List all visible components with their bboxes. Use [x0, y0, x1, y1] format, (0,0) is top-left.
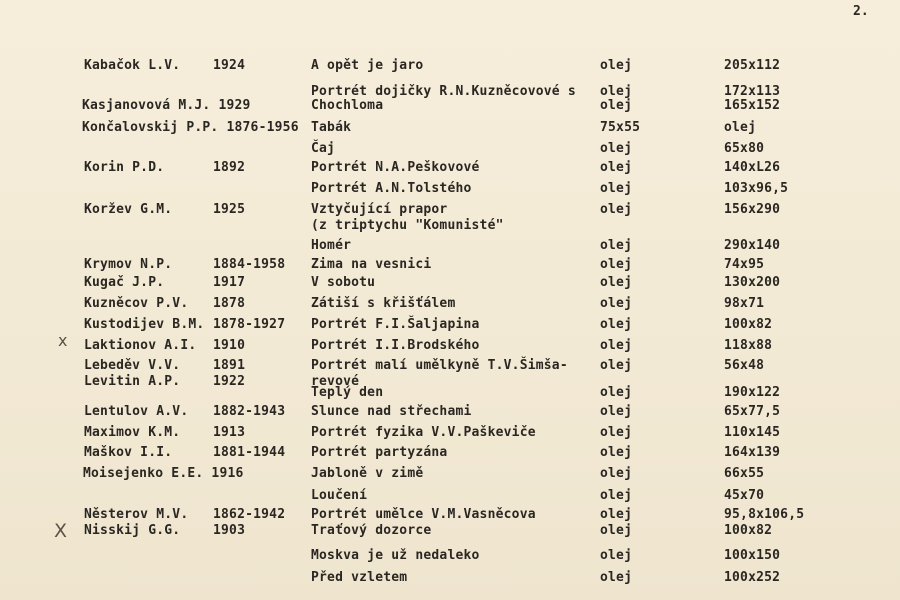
year-cell: 1924 [213, 58, 246, 73]
year-cell: 1878-1927 [213, 317, 286, 332]
year-cell: 1862-1942 [213, 507, 286, 522]
medium-cell: olej [600, 338, 633, 353]
size-cell: 98x71 [724, 296, 765, 311]
title-cell: Vztyčující prapor [311, 202, 448, 217]
title-cell: Loučení [311, 488, 368, 503]
medium-cell: olej [600, 570, 633, 585]
size-cell: 74x95 [724, 257, 765, 272]
size-cell: 118x88 [724, 338, 773, 353]
list-item [0, 488, 900, 508]
year-cell: 1903 [213, 523, 246, 538]
size-cell: 172x113 [724, 84, 781, 99]
list-item [0, 275, 900, 295]
author-cell: Nisskij G.G. [84, 523, 181, 538]
size-cell: 165x152 [724, 98, 781, 113]
author-cell: Končalovskij P.P. 1876-1956 [82, 120, 299, 135]
author-cell: Kugač J.P. [84, 275, 165, 290]
size-cell: 103x96,5 [724, 181, 789, 196]
medium-cell: olej [600, 317, 633, 332]
title-cell: Teplý den [311, 385, 384, 400]
size-cell: 290x140 [724, 238, 781, 253]
size-cell: 110x145 [724, 425, 781, 440]
size-cell: 130x200 [724, 275, 781, 290]
author-cell: Lebeděv V.V. [84, 358, 181, 373]
list-item [0, 98, 900, 118]
size-cell: 190x122 [724, 385, 781, 400]
medium-cell: 75x55 [600, 120, 641, 135]
title-cell: Zima na vesnici [311, 257, 432, 272]
list-item [0, 58, 900, 78]
author-cell: Kuzněcov P.V. [84, 296, 189, 311]
medium-cell: olej [600, 466, 633, 481]
list-item [0, 570, 900, 590]
title-cell: Portrét malí umělkyně T.V.Šimša- [311, 358, 568, 373]
list-item [0, 160, 900, 180]
title-cell: Portrét umělce V.M.Vasněcova [311, 507, 536, 522]
size-cell: 45x70 [724, 488, 765, 503]
medium-cell: olej [600, 445, 633, 460]
year-cell: 1922 [213, 374, 246, 389]
title-cell: Jabloně v zimě [311, 466, 424, 481]
author-cell: Maškov I.I. [84, 445, 173, 460]
list-item [0, 548, 900, 568]
title-cell: Portrét F.I.Šaljapina [311, 317, 480, 332]
title-cell: Portrét fyzika V.V.Paškeviče [311, 425, 536, 440]
title-cell: Portrét N.A.Peškovové [311, 160, 480, 175]
author-cell: Koržev G.M. [84, 202, 173, 217]
size-cell: 100x150 [724, 548, 781, 563]
medium-cell: olej [600, 141, 633, 156]
size-cell: 56x48 [724, 358, 765, 373]
list-item [0, 466, 900, 486]
medium-cell: olej [600, 275, 633, 290]
title-cell: A opět je jaro [311, 58, 424, 73]
list-item [0, 317, 900, 337]
year-cell: 1884-1958 [213, 257, 286, 272]
list-item [0, 181, 900, 201]
author-cell: Maximov K.M. [84, 425, 181, 440]
author-cell: Kabačok L.V. [84, 58, 181, 73]
list-item [0, 296, 900, 316]
medium-cell: olej [600, 98, 633, 113]
author-cell: Korin P.D. [84, 160, 165, 175]
medium-cell: olej [600, 257, 633, 272]
list-item [0, 404, 900, 424]
medium-cell: olej [600, 404, 633, 419]
list-item [0, 141, 900, 161]
list-item [0, 425, 900, 445]
author-cell: Levitin A.P. [84, 374, 181, 389]
year-cell: 1882-1943 [213, 404, 286, 419]
title-cell: Portrét A.N.Tolstého [311, 181, 472, 196]
title-cell: Portrét partyzána [311, 445, 448, 460]
size-cell: 205x112 [724, 58, 781, 73]
list-item [0, 218, 900, 238]
medium-cell: olej [600, 488, 633, 503]
size-cell: 100x82 [724, 523, 773, 538]
title-cell: Před vzletem [311, 570, 408, 585]
year-cell: 1892 [213, 160, 246, 175]
medium-cell: olej [600, 160, 633, 175]
year-cell: 1925 [213, 202, 246, 217]
year-cell: 1878 [213, 296, 246, 311]
list-item [0, 257, 900, 277]
medium-cell: olej [600, 425, 633, 440]
list-item [0, 338, 900, 358]
year-cell: 1917 [213, 275, 246, 290]
list-item [0, 523, 900, 543]
author-cell: Laktionov A.I. [84, 338, 197, 353]
title-cell: (z triptychu "Komunisté" [311, 218, 504, 233]
author-cell: Kasjanovová M.J. 1929 [82, 98, 251, 113]
medium-cell: olej [600, 507, 633, 522]
list-item [0, 445, 900, 465]
medium-cell: olej [600, 58, 633, 73]
size-cell: 65x77,5 [724, 404, 781, 419]
author-cell: Kustodijev B.M. [84, 317, 205, 332]
size-cell: 140xL26 [724, 160, 781, 175]
title-cell: Portrét I.I.Brodského [311, 338, 480, 353]
title-cell: Chochloma [311, 98, 384, 113]
medium-cell: olej [600, 548, 633, 563]
medium-cell: olej [600, 358, 633, 373]
medium-cell: olej [600, 238, 633, 253]
margin-check-mark: x [58, 331, 68, 350]
list-item [0, 385, 900, 405]
size-cell: 156x290 [724, 202, 781, 217]
size-cell: 65x80 [724, 141, 765, 156]
author-cell: Krymov N.P. [84, 257, 173, 272]
year-cell: 1891 [213, 358, 246, 373]
size-cell: 100x252 [724, 570, 781, 585]
medium-cell: olej [600, 296, 633, 311]
margin-check-mark: X [54, 520, 68, 542]
list-item [0, 238, 900, 258]
title-cell: revové [311, 374, 360, 389]
medium-cell: olej [600, 202, 633, 217]
title-cell: Zátiší s křišťálem [311, 296, 456, 311]
author-cell: Lentulov A.V. [84, 404, 189, 419]
medium-cell: olej [600, 385, 633, 400]
size-cell: 100x82 [724, 317, 773, 332]
size-cell: 66x55 [724, 466, 765, 481]
author-cell: Něsterov M.V. [84, 507, 189, 522]
list-item [0, 120, 900, 140]
medium-cell: olej [600, 523, 633, 538]
title-cell: Homér [311, 238, 352, 253]
title-cell: Čaj [311, 141, 336, 156]
medium-cell: olej [600, 84, 633, 99]
title-cell: V sobotu [311, 275, 376, 290]
title-cell: Slunce nad střechami [311, 404, 472, 419]
year-cell: 1910 [213, 338, 246, 353]
year-cell: 1913 [213, 425, 246, 440]
title-cell: Traťový dozorce [311, 523, 432, 538]
title-cell: Portrét dojičky R.N.Kuzněcovové s [311, 84, 576, 99]
size-cell: 95,8x106,5 [724, 507, 805, 522]
page-number: 2. [853, 4, 869, 19]
medium-cell: olej [600, 181, 633, 196]
title-cell: Moskva je už nedaleko [311, 548, 480, 563]
size-cell: 164x139 [724, 445, 781, 460]
title-cell: Tabák [311, 120, 352, 135]
year-cell: 1881-1944 [213, 445, 286, 460]
author-cell: Moisejenko E.E. 1916 [83, 466, 244, 481]
size-cell: olej [724, 120, 757, 135]
